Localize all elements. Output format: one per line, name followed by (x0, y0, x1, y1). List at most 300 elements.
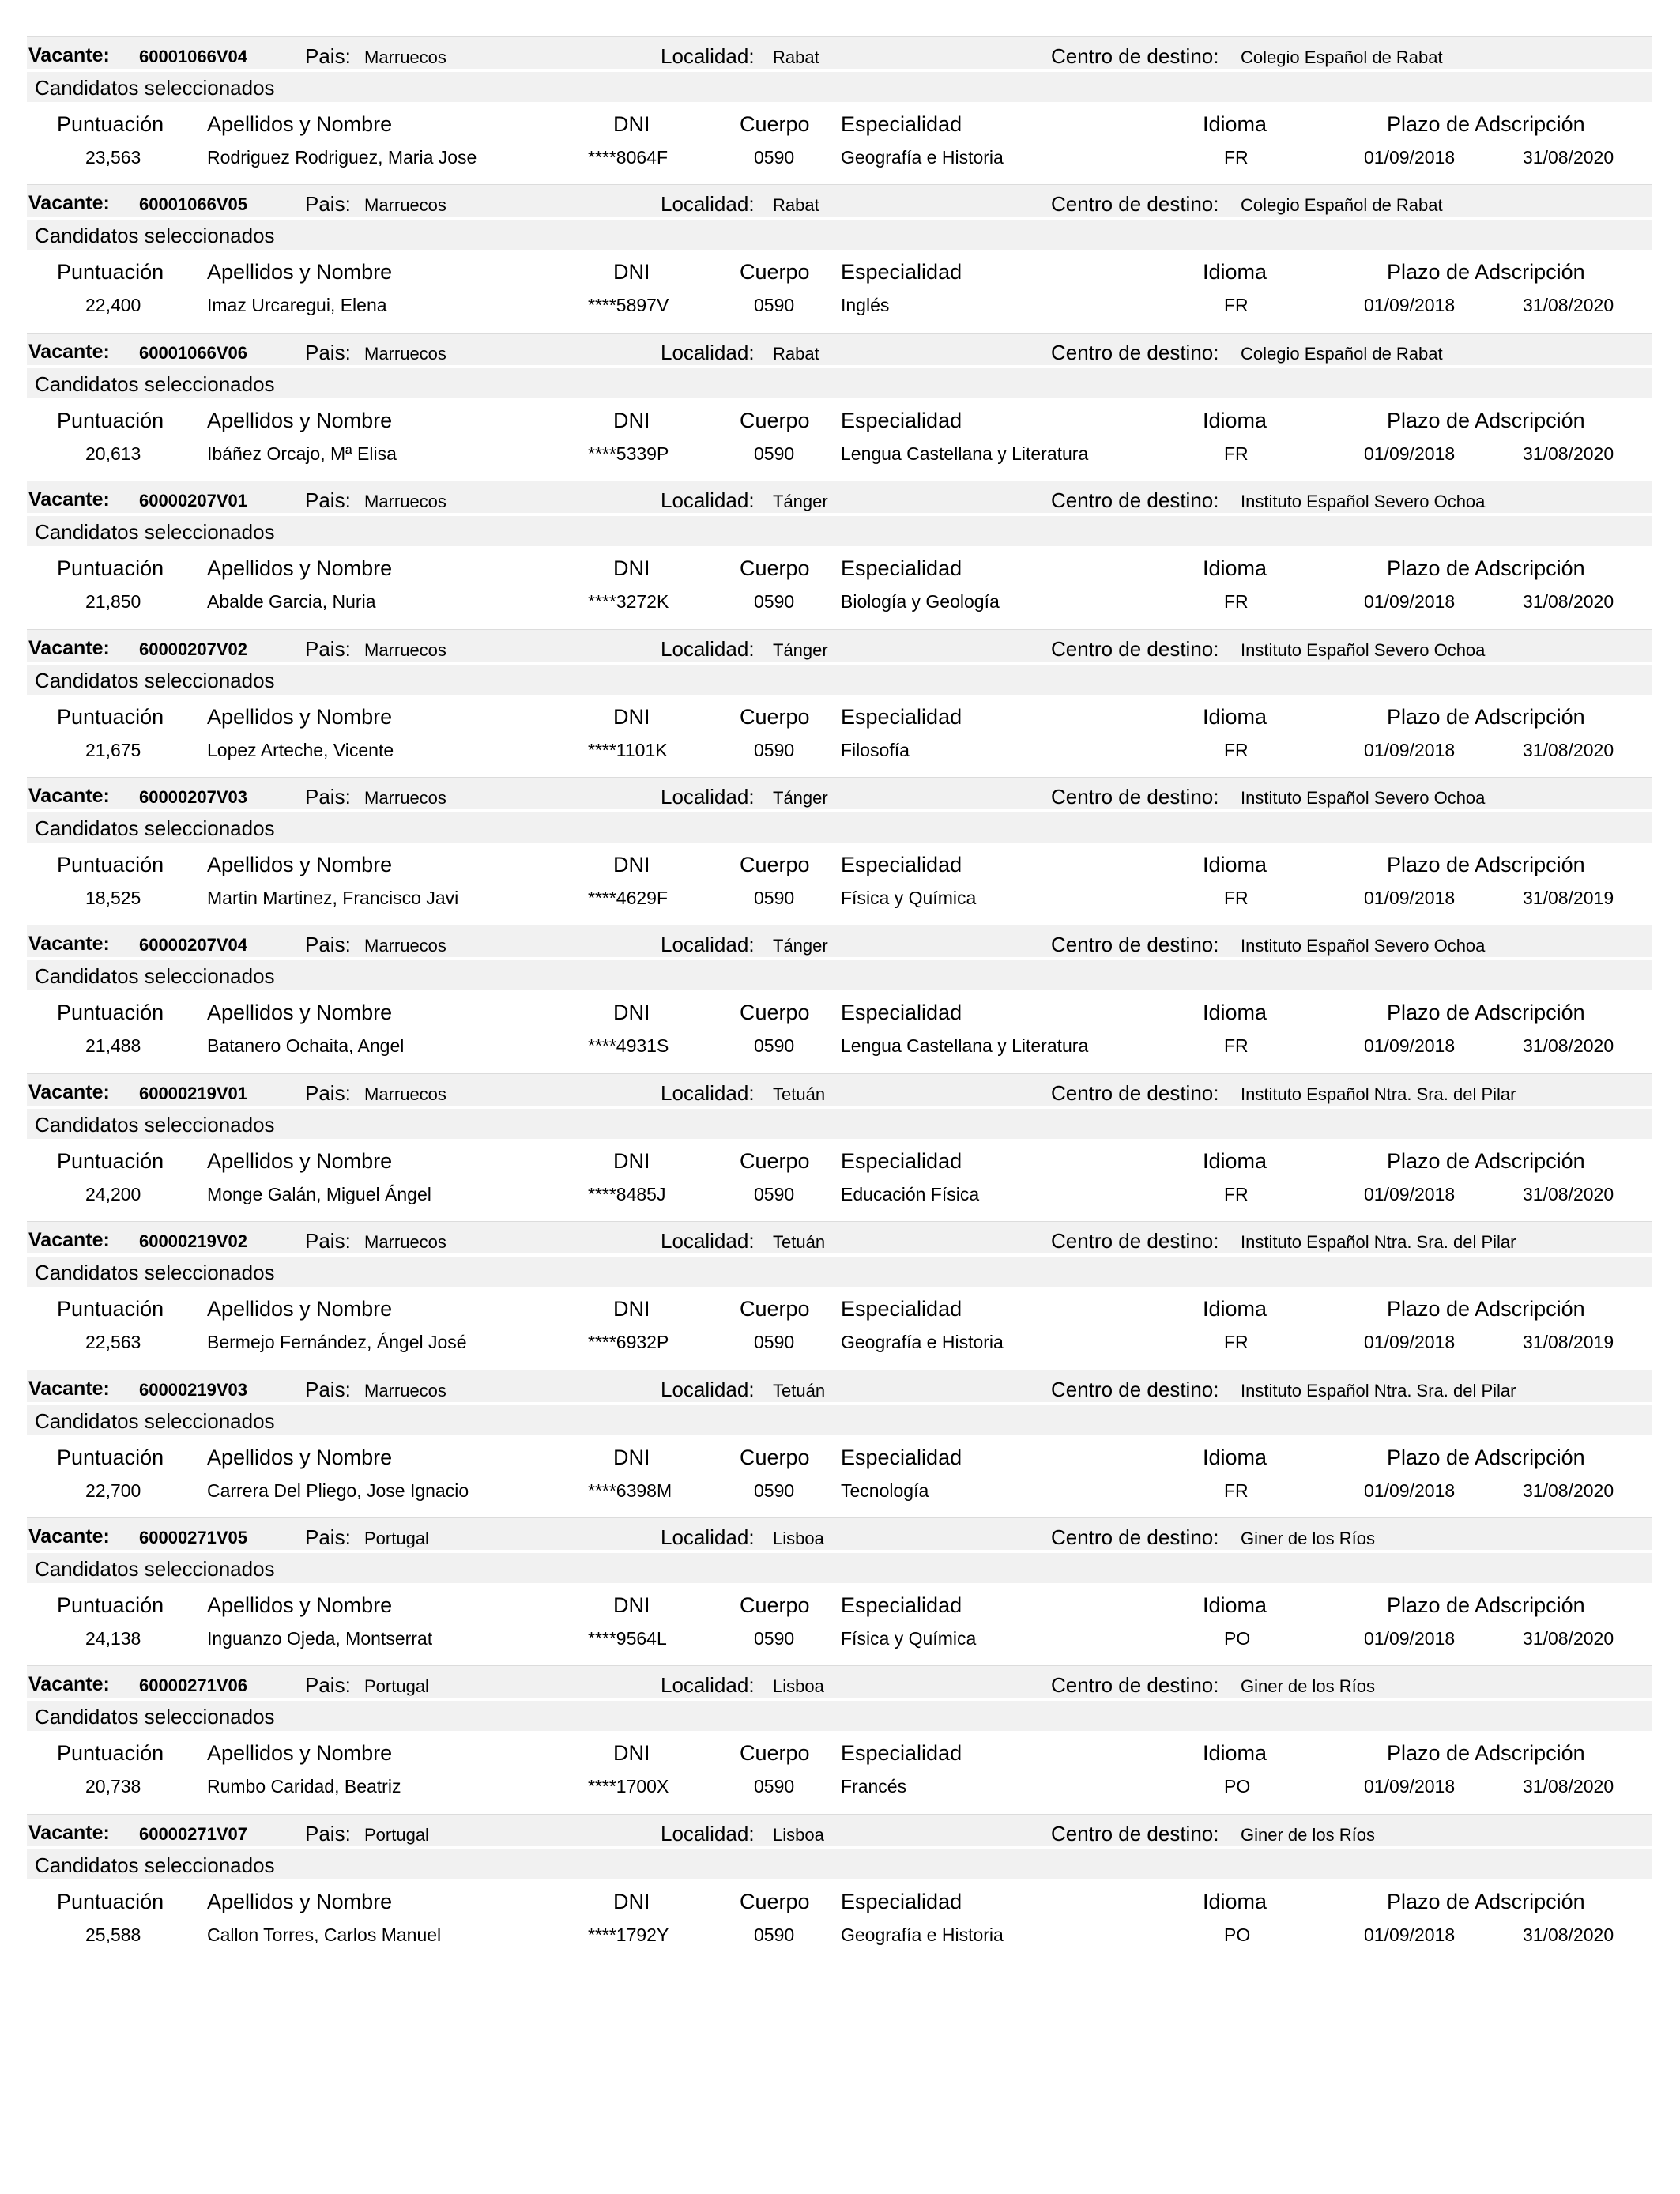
nombre-value: Inguanzo Ojeda, Montserrat (207, 1628, 433, 1649)
centro-label: Centro de destino: (1051, 1822, 1219, 1845)
col-header-nombre: Apellidos y Nombre (207, 260, 393, 284)
centro-label: Centro de destino: (1051, 1378, 1219, 1401)
centro-value: Instituto Español Severo Ochoa (1241, 492, 1486, 511)
nombre-value: Monge Galán, Miguel Ángel (207, 1184, 431, 1204)
vacante-block (0, 628, 1680, 775)
plazo-desde-value: 01/09/2018 (1364, 443, 1456, 464)
vacante-id: 60000207V01 (139, 491, 248, 511)
col-header-plazo: Plazo de Adscripción (1387, 1297, 1585, 1321)
localidad-value: Rabat (773, 344, 819, 364)
plazo-desde-value: 01/09/2018 (1364, 1924, 1456, 1945)
plazo-hasta-value: 31/08/2019 (1523, 888, 1614, 908)
col-header-dni: DNI (613, 409, 650, 432)
pais-label: Pais: (305, 1081, 351, 1105)
col-header-nombre: Apellidos y Nombre (207, 409, 393, 432)
candidatos-label: Candidatos seleccionados (35, 1409, 275, 1433)
nombre-value: Martin Martinez, Francisco Javi (207, 888, 459, 908)
col-header-especialidad: Especialidad (841, 409, 962, 432)
puntuacion-value: 21,675 (85, 740, 141, 760)
centro-label: Centro de destino: (1051, 637, 1219, 661)
especialidad-value: Geografía e Historia (841, 1332, 1004, 1352)
pais-label: Pais: (305, 488, 351, 512)
centro-value: Colegio Español de Rabat (1241, 195, 1443, 215)
idioma-value: FR (1224, 1480, 1249, 1501)
col-header-cuerpo: Cuerpo (740, 112, 810, 136)
vacante-id: 60000207V02 (139, 639, 248, 659)
nombre-value: Bermejo Fernández, Ángel José (207, 1332, 467, 1352)
especialidad-value: Francés (841, 1776, 907, 1796)
col-header-puntuacion: Puntuación (57, 1890, 164, 1913)
idioma-value: PO (1224, 1924, 1251, 1945)
col-header-plazo: Plazo de Adscripción (1387, 1446, 1585, 1469)
col-header-especialidad: Especialidad (841, 1297, 962, 1321)
localidad-value: Tánger (773, 936, 828, 956)
col-header-puntuacion: Puntuación (57, 1446, 164, 1469)
localidad-value: Lisboa (773, 1529, 824, 1548)
col-header-idioma: Idioma (1203, 409, 1268, 432)
vacante-label: Vacante: (28, 933, 110, 955)
col-header-puntuacion: Puntuación (57, 112, 164, 136)
vacante-label: Vacante: (28, 637, 110, 659)
puntuacion-value: 23,563 (85, 147, 141, 168)
puntuacion-value: 21,850 (85, 591, 141, 612)
dni-value: ****8064F (588, 147, 669, 168)
col-header-plazo: Plazo de Adscripción (1387, 260, 1585, 284)
nombre-value: Callon Torres, Carlos Manuel (207, 1924, 442, 1945)
especialidad-value: Física y Química (841, 888, 977, 908)
dni-value: ****3272K (588, 591, 669, 612)
plazo-desde-value: 01/09/2018 (1364, 295, 1456, 315)
pais-value: Marruecos (364, 47, 446, 67)
centro-label: Centro de destino: (1051, 1081, 1219, 1105)
dni-value: ****5897V (588, 295, 669, 315)
localidad-value: Rabat (773, 47, 819, 67)
centro-value: Instituto Español Severo Ochoa (1241, 936, 1486, 956)
col-header-dni: DNI (613, 556, 650, 580)
puntuacion-value: 18,525 (85, 888, 141, 908)
vacante-id: 60000271V05 (139, 1528, 248, 1547)
idioma-value: PO (1224, 1776, 1251, 1796)
nombre-value: Rumbo Caridad, Beatriz (207, 1776, 401, 1796)
col-header-plazo: Plazo de Adscripción (1387, 705, 1585, 729)
cuerpo-value: 0590 (754, 1184, 795, 1204)
localidad-label: Localidad: (661, 1673, 755, 1697)
col-header-idioma: Idioma (1203, 1890, 1268, 1913)
plazo-hasta-value: 31/08/2020 (1523, 1776, 1614, 1796)
idioma-value: FR (1224, 147, 1249, 168)
localidad-label: Localidad: (661, 44, 755, 68)
plazo-desde-value: 01/09/2018 (1364, 1332, 1456, 1352)
col-header-cuerpo: Cuerpo (740, 853, 810, 876)
localidad-value: Tánger (773, 640, 828, 660)
dni-value: ****1101K (588, 740, 668, 760)
col-header-idioma: Idioma (1203, 853, 1268, 876)
col-header-nombre: Apellidos y Nombre (207, 853, 393, 876)
col-header-nombre: Apellidos y Nombre (207, 1593, 393, 1617)
vacante-header-band (27, 1814, 1652, 1846)
localidad-label: Localidad: (661, 637, 755, 661)
vacante-block (0, 1368, 1680, 1516)
col-header-cuerpo: Cuerpo (740, 1446, 810, 1469)
dni-value: ****9564L (588, 1628, 667, 1649)
col-header-plazo: Plazo de Adscripción (1387, 1001, 1585, 1024)
col-header-idioma: Idioma (1203, 260, 1268, 284)
localidad-value: Tetuán (773, 1381, 826, 1400)
pais-value: Marruecos (364, 195, 446, 215)
col-header-especialidad: Especialidad (841, 1741, 962, 1765)
localidad-label: Localidad: (661, 341, 755, 364)
vacante-label: Vacante: (28, 1673, 110, 1695)
centro-value: Giner de los Ríos (1241, 1529, 1375, 1548)
plazo-hasta-value: 31/08/2019 (1523, 1332, 1614, 1352)
col-header-puntuacion: Puntuación (57, 853, 164, 876)
localidad-label: Localidad: (661, 1525, 755, 1549)
col-header-cuerpo: Cuerpo (740, 260, 810, 284)
vacante-label: Vacante: (28, 1081, 110, 1103)
cuerpo-value: 0590 (754, 295, 795, 315)
plazo-desde-value: 01/09/2018 (1364, 1776, 1456, 1796)
vacante-id: 60001066V06 (139, 343, 248, 363)
vacante-label: Vacante: (28, 1822, 110, 1844)
centro-label: Centro de destino: (1051, 488, 1219, 512)
centro-value: Colegio Español de Rabat (1241, 344, 1443, 364)
col-header-puntuacion: Puntuación (57, 1297, 164, 1321)
localidad-value: Tánger (773, 492, 828, 511)
col-header-dni: DNI (613, 1593, 650, 1617)
col-header-cuerpo: Cuerpo (740, 1297, 810, 1321)
centro-value: Giner de los Ríos (1241, 1676, 1375, 1696)
puntuacion-value: 25,588 (85, 1924, 141, 1945)
localidad-label: Localidad: (661, 1822, 755, 1845)
dni-value: ****6398M (588, 1480, 672, 1501)
pais-label: Pais: (305, 44, 351, 68)
localidad-value: Tetuán (773, 1232, 826, 1252)
localidad-label: Localidad: (661, 488, 755, 512)
dni-value: ****1792Y (588, 1924, 669, 1945)
localidad-label: Localidad: (661, 933, 755, 956)
col-header-plazo: Plazo de Adscripción (1387, 112, 1585, 136)
localidad-label: Localidad: (661, 192, 755, 216)
centro-label: Centro de destino: (1051, 1229, 1219, 1253)
centro-value: Instituto Español Ntra. Sra. del Pilar (1241, 1084, 1516, 1104)
especialidad-value: Biología y Geología (841, 591, 1000, 612)
vacante-block (0, 183, 1680, 330)
dni-value: ****1700X (588, 1776, 669, 1796)
pais-value: Marruecos (364, 640, 446, 660)
centro-label: Centro de destino: (1051, 933, 1219, 956)
col-header-plazo: Plazo de Adscripción (1387, 1890, 1585, 1913)
col-header-plazo: Plazo de Adscripción (1387, 409, 1585, 432)
plazo-hasta-value: 31/08/2020 (1523, 147, 1614, 168)
cuerpo-value: 0590 (754, 1480, 795, 1501)
plazo-desde-value: 01/09/2018 (1364, 1628, 1456, 1649)
col-header-puntuacion: Puntuación (57, 1001, 164, 1024)
plazo-hasta-value: 31/08/2020 (1523, 1184, 1614, 1204)
centro-value: Instituto Español Severo Ochoa (1241, 640, 1486, 660)
col-header-especialidad: Especialidad (841, 1149, 962, 1173)
localidad-value: Lisboa (773, 1825, 824, 1845)
dni-value: ****4931S (588, 1035, 669, 1056)
localidad-value: Tánger (773, 788, 828, 808)
candidatos-label: Candidatos seleccionados (35, 520, 275, 544)
especialidad-value: Inglés (841, 295, 890, 315)
idioma-value: PO (1224, 1628, 1251, 1649)
col-header-dni: DNI (613, 1890, 650, 1913)
idioma-value: FR (1224, 295, 1249, 315)
col-header-especialidad: Especialidad (841, 853, 962, 876)
col-header-especialidad: Especialidad (841, 1001, 962, 1024)
plazo-desde-value: 01/09/2018 (1364, 888, 1456, 908)
col-header-idioma: Idioma (1203, 556, 1268, 580)
localidad-value: Lisboa (773, 1676, 824, 1696)
col-header-idioma: Idioma (1203, 112, 1268, 136)
col-header-puntuacion: Puntuación (57, 1741, 164, 1765)
pais-value: Marruecos (364, 788, 446, 808)
idioma-value: FR (1224, 888, 1249, 908)
nombre-value: Rodriguez Rodriguez, Maria Jose (207, 147, 477, 168)
cuerpo-value: 0590 (754, 1332, 795, 1352)
plazo-hasta-value: 31/08/2020 (1523, 1480, 1614, 1501)
especialidad-value: Filosofía (841, 740, 910, 760)
col-header-puntuacion: Puntuación (57, 705, 164, 729)
vacante-header-band (27, 1517, 1652, 1550)
col-header-cuerpo: Cuerpo (740, 1890, 810, 1913)
col-header-puntuacion: Puntuación (57, 1593, 164, 1617)
pais-label: Pais: (305, 192, 351, 216)
col-header-cuerpo: Cuerpo (740, 1741, 810, 1765)
cuerpo-value: 0590 (754, 888, 795, 908)
col-header-cuerpo: Cuerpo (740, 556, 810, 580)
plazo-hasta-value: 31/08/2020 (1523, 1035, 1614, 1056)
pais-value: Marruecos (364, 1381, 446, 1400)
centro-value: Colegio Español de Rabat (1241, 47, 1443, 67)
col-header-cuerpo: Cuerpo (740, 705, 810, 729)
candidatos-label: Candidatos seleccionados (35, 224, 275, 247)
col-header-cuerpo: Cuerpo (740, 409, 810, 432)
vacante-id: 60001066V04 (139, 47, 248, 66)
vacante-block (0, 1664, 1680, 1811)
especialidad-value: Tecnología (841, 1480, 929, 1501)
vacante-block (0, 35, 1680, 183)
col-header-nombre: Apellidos y Nombre (207, 556, 393, 580)
col-header-especialidad: Especialidad (841, 112, 962, 136)
col-header-plazo: Plazo de Adscripción (1387, 556, 1585, 580)
pais-value: Portugal (364, 1529, 429, 1548)
nombre-value: Carrera Del Pliego, Jose Ignacio (207, 1480, 469, 1501)
plazo-desde-value: 01/09/2018 (1364, 1184, 1456, 1204)
vacante-block (0, 775, 1680, 923)
localidad-label: Localidad: (661, 785, 755, 809)
puntuacion-value: 20,738 (85, 1776, 141, 1796)
plazo-desde-value: 01/09/2018 (1364, 1035, 1456, 1056)
vacante-id: 60001066V05 (139, 194, 248, 214)
vacante-label: Vacante: (28, 341, 110, 363)
vacante-block (0, 923, 1680, 1071)
candidatos-label: Candidatos seleccionados (35, 1557, 275, 1581)
idioma-value: FR (1224, 1035, 1249, 1056)
dni-value: ****8485J (588, 1184, 666, 1204)
plazo-hasta-value: 31/08/2020 (1523, 443, 1614, 464)
col-header-dni: DNI (613, 1446, 650, 1469)
vacante-label: Vacante: (28, 1229, 110, 1251)
plazo-desde-value: 01/09/2018 (1364, 591, 1456, 612)
candidatos-label: Candidatos seleccionados (35, 76, 275, 100)
col-header-dni: DNI (613, 1297, 650, 1321)
col-header-idioma: Idioma (1203, 1149, 1268, 1173)
col-header-idioma: Idioma (1203, 1741, 1268, 1765)
plazo-hasta-value: 31/08/2020 (1523, 591, 1614, 612)
idioma-value: FR (1224, 591, 1249, 612)
idioma-value: FR (1224, 1184, 1249, 1204)
vacante-id: 60000271V07 (139, 1824, 248, 1844)
vacante-label: Vacante: (28, 192, 110, 214)
vacante-block (0, 331, 1680, 479)
col-header-cuerpo: Cuerpo (740, 1149, 810, 1173)
plazo-desde-value: 01/09/2018 (1364, 740, 1456, 760)
especialidad-value: Física y Química (841, 1628, 977, 1649)
especialidad-value: Lengua Castellana y Literatura (841, 1035, 1089, 1056)
puntuacion-value: 24,200 (85, 1184, 141, 1204)
pais-value: Marruecos (364, 1084, 446, 1104)
vacante-block (0, 1220, 1680, 1367)
cuerpo-value: 0590 (754, 740, 795, 760)
candidatos-label: Candidatos seleccionados (35, 1113, 275, 1137)
centro-label: Centro de destino: (1051, 1673, 1219, 1697)
localidad-label: Localidad: (661, 1229, 755, 1253)
col-header-idioma: Idioma (1203, 705, 1268, 729)
col-header-idioma: Idioma (1203, 1297, 1268, 1321)
plazo-hasta-value: 31/08/2020 (1523, 295, 1614, 315)
centro-value: Instituto Español Ntra. Sra. del Pilar (1241, 1232, 1516, 1252)
col-header-dni: DNI (613, 260, 650, 284)
vacante-block (0, 1072, 1680, 1220)
col-header-dni: DNI (613, 1149, 650, 1173)
vacante-label: Vacante: (28, 1378, 110, 1400)
candidatos-label: Candidatos seleccionados (35, 1261, 275, 1284)
nombre-value: Lopez Arteche, Vicente (207, 740, 394, 760)
pais-value: Marruecos (364, 492, 446, 511)
vacante-block (0, 479, 1680, 627)
dni-value: ****5339P (588, 443, 669, 464)
puntuacion-value: 24,138 (85, 1628, 141, 1649)
candidatos-label: Candidatos seleccionados (35, 669, 275, 692)
puntuacion-value: 22,700 (85, 1480, 141, 1501)
pais-value: Marruecos (364, 1232, 446, 1252)
vacante-id: 60000207V04 (139, 935, 248, 955)
puntuacion-value: 21,488 (85, 1035, 141, 1056)
col-header-dni: DNI (613, 1001, 650, 1024)
vacante-block (0, 1516, 1680, 1664)
vacante-id: 60000207V03 (139, 787, 248, 807)
pais-label: Pais: (305, 933, 351, 956)
localidad-value: Rabat (773, 195, 819, 215)
col-header-idioma: Idioma (1203, 1001, 1268, 1024)
localidad-label: Localidad: (661, 1378, 755, 1401)
pais-value: Marruecos (364, 344, 446, 364)
col-header-cuerpo: Cuerpo (740, 1593, 810, 1617)
col-header-dni: DNI (613, 705, 650, 729)
col-header-plazo: Plazo de Adscripción (1387, 853, 1585, 876)
candidatos-label: Candidatos seleccionados (35, 1705, 275, 1728)
pais-label: Pais: (305, 341, 351, 364)
pais-value: Marruecos (364, 936, 446, 956)
col-header-dni: DNI (613, 1741, 650, 1765)
col-header-nombre: Apellidos y Nombre (207, 1446, 393, 1469)
nombre-value: Abalde Garcia, Nuria (207, 591, 376, 612)
cuerpo-value: 0590 (754, 1776, 795, 1796)
idioma-value: FR (1224, 740, 1249, 760)
especialidad-value: Educación Física (841, 1184, 980, 1204)
localidad-value: Tetuán (773, 1084, 826, 1104)
pais-value: Portugal (364, 1825, 429, 1845)
pais-label: Pais: (305, 1229, 351, 1253)
plazo-hasta-value: 31/08/2020 (1523, 1628, 1614, 1649)
col-header-especialidad: Especialidad (841, 705, 962, 729)
centro-label: Centro de destino: (1051, 44, 1219, 68)
dni-value: ****6932P (588, 1332, 669, 1352)
plazo-desde-value: 01/09/2018 (1364, 147, 1456, 168)
col-header-cuerpo: Cuerpo (740, 1001, 810, 1024)
candidatos-label: Candidatos seleccionados (35, 816, 275, 840)
candidatos-label: Candidatos seleccionados (35, 964, 275, 988)
cuerpo-value: 0590 (754, 147, 795, 168)
col-header-puntuacion: Puntuación (57, 1149, 164, 1173)
col-header-nombre: Apellidos y Nombre (207, 1741, 393, 1765)
localidad-label: Localidad: (661, 1081, 755, 1105)
pais-label: Pais: (305, 785, 351, 809)
pais-value: Portugal (364, 1676, 429, 1696)
col-header-especialidad: Especialidad (841, 260, 962, 284)
col-header-puntuacion: Puntuación (57, 556, 164, 580)
especialidad-value: Lengua Castellana y Literatura (841, 443, 1089, 464)
vacante-label: Vacante: (28, 44, 110, 66)
candidatos-label: Candidatos seleccionados (35, 1853, 275, 1877)
dni-value: ****4629F (588, 888, 669, 908)
vacante-id: 60000271V06 (139, 1676, 248, 1695)
cuerpo-value: 0590 (754, 1628, 795, 1649)
col-header-nombre: Apellidos y Nombre (207, 705, 393, 729)
plazo-hasta-value: 31/08/2020 (1523, 1924, 1614, 1945)
col-header-especialidad: Especialidad (841, 1593, 962, 1617)
cuerpo-value: 0590 (754, 1924, 795, 1945)
vacante-id: 60000219V01 (139, 1084, 248, 1103)
centro-label: Centro de destino: (1051, 1525, 1219, 1549)
cuerpo-value: 0590 (754, 1035, 795, 1056)
vacante-block (0, 1812, 1680, 1960)
pais-label: Pais: (305, 1673, 351, 1697)
col-header-nombre: Apellidos y Nombre (207, 1001, 393, 1024)
plazo-desde-value: 01/09/2018 (1364, 1480, 1456, 1501)
col-header-especialidad: Especialidad (841, 556, 962, 580)
pais-label: Pais: (305, 1378, 351, 1401)
especialidad-value: Geografía e Historia (841, 147, 1004, 168)
centro-value: Instituto Español Severo Ochoa (1241, 788, 1486, 808)
col-header-nombre: Apellidos y Nombre (207, 1297, 393, 1321)
puntuacion-value: 20,613 (85, 443, 141, 464)
idioma-value: FR (1224, 1332, 1249, 1352)
col-header-especialidad: Especialidad (841, 1890, 962, 1913)
pais-label: Pais: (305, 637, 351, 661)
col-header-idioma: Idioma (1203, 1593, 1268, 1617)
centro-label: Centro de destino: (1051, 192, 1219, 216)
centro-label: Centro de destino: (1051, 341, 1219, 364)
idioma-value: FR (1224, 443, 1249, 464)
puntuacion-value: 22,563 (85, 1332, 141, 1352)
col-header-nombre: Apellidos y Nombre (207, 1149, 393, 1173)
vacante-header-band (27, 1665, 1652, 1698)
nombre-value: Imaz Urcaregui, Elena (207, 295, 387, 315)
cuerpo-value: 0590 (754, 591, 795, 612)
